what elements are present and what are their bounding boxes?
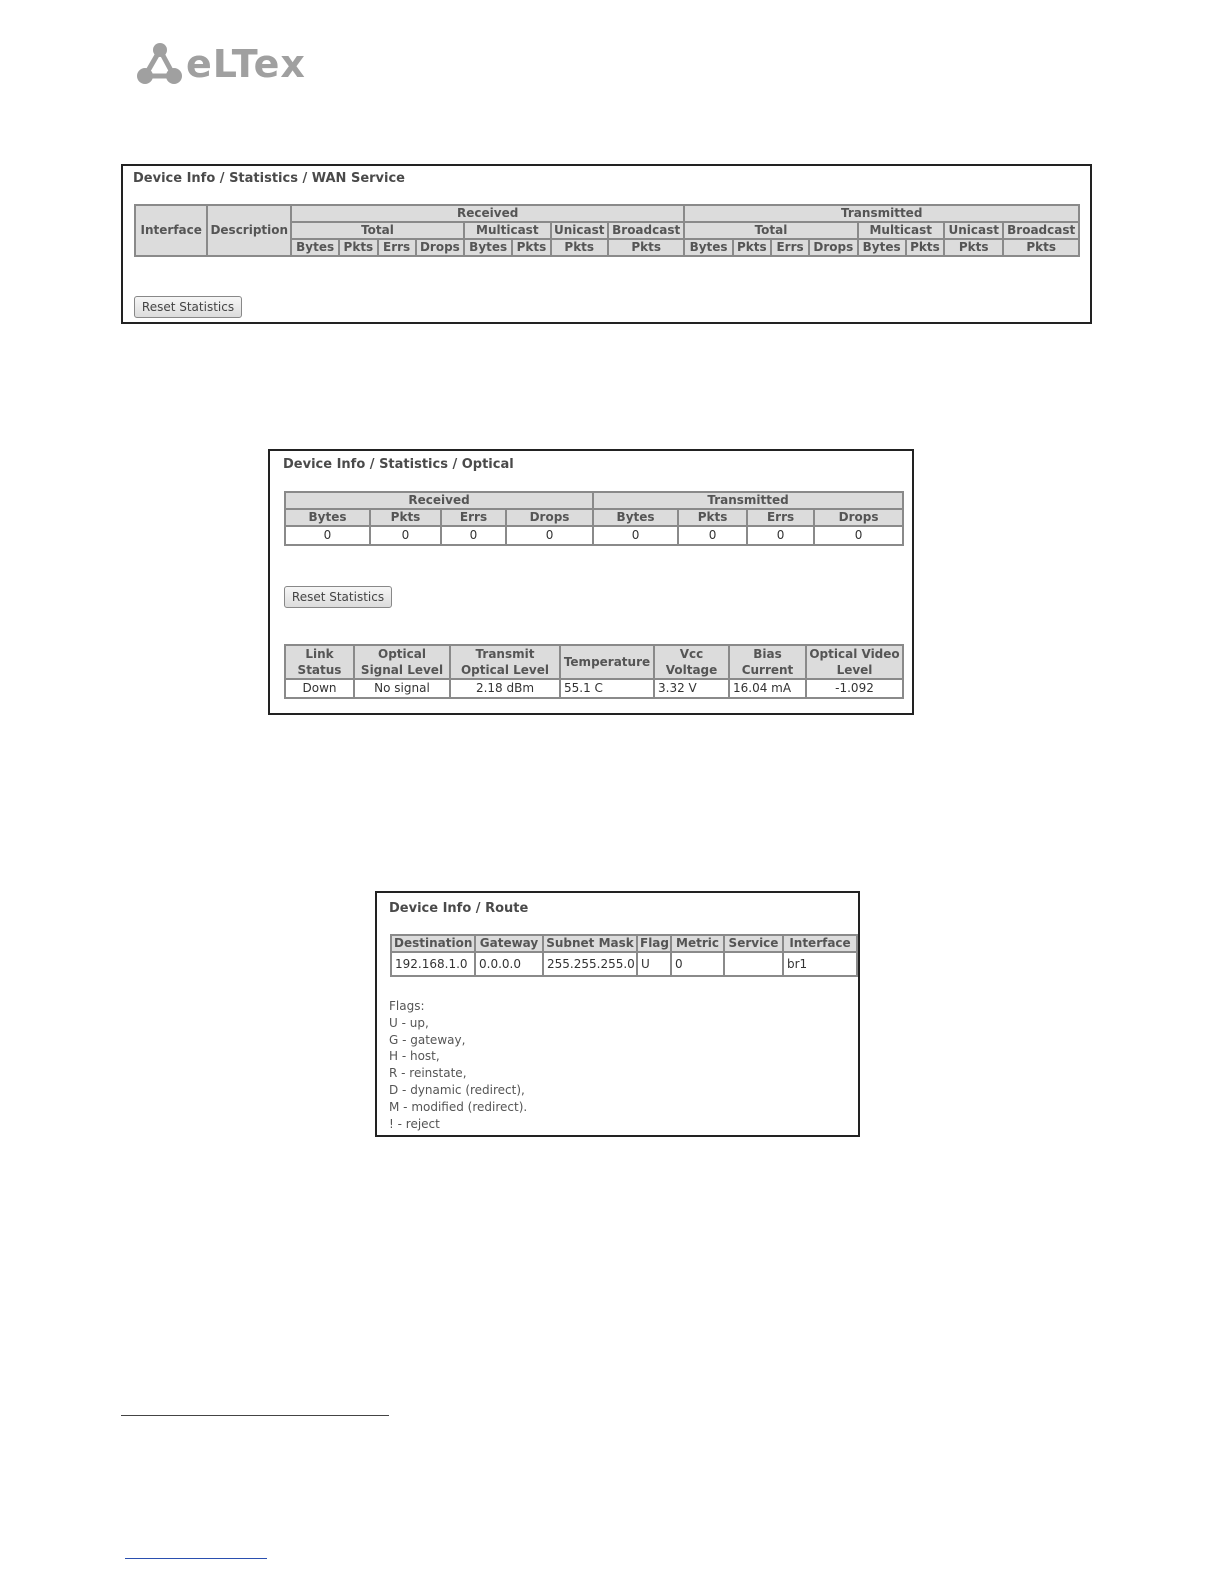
flag-value: U (637, 952, 671, 976)
col-rx-total-pkts: Pkts (339, 239, 377, 256)
tx-drops-value: 0 (814, 526, 903, 545)
flag-legend-item: D - dynamic (redirect), (389, 1082, 525, 1097)
route-panel (375, 891, 860, 1137)
col-transmit-optical-level: Transmit Optical Level (450, 645, 560, 679)
rx-drops-value: 0 (506, 526, 593, 545)
col-tx-broadcast: Broadcast (1003, 222, 1079, 239)
table-row (285, 526, 903, 545)
rx-pkts-value: 0 (370, 526, 441, 545)
logo-mark-icon (136, 42, 184, 87)
col-rx-bytes: Bytes (285, 509, 370, 526)
metric-value: 0 (671, 952, 724, 976)
col-rx-pkts: Pkts (370, 509, 441, 526)
video-level-value: -1.092 (806, 679, 903, 698)
col-tx-errs: Errs (747, 509, 814, 526)
col-rx-multicast: Multicast (464, 222, 551, 239)
flag-legend-item: M - modified (redirect). (389, 1099, 528, 1114)
col-tx-total: Total (684, 222, 857, 239)
col-temperature: Temperature (560, 645, 654, 679)
col-tx-drops: Drops (814, 509, 903, 526)
col-gateway: Gateway (475, 935, 543, 952)
col-flag: Flag (637, 935, 671, 952)
link-status-value: Down (285, 679, 354, 698)
col-destination: Destination (391, 935, 475, 952)
eltex-logo (136, 42, 311, 87)
wan-stats-table (134, 204, 1080, 257)
logo-wordmark: eLTex (186, 42, 306, 86)
col-tx-unicast: Unicast (944, 222, 1003, 239)
table-row (285, 679, 903, 698)
service-value (724, 952, 783, 976)
gateway-value: 0.0.0.0 (475, 952, 543, 976)
flag-legend-item: ! - reject (389, 1116, 440, 1131)
col-tx-unicast-pkts: Pkts (944, 239, 1003, 256)
tx-errs-value: 0 (747, 526, 814, 545)
bottom-link-underline (125, 1558, 267, 1559)
col-link-status: Link Status (285, 645, 354, 679)
interface-value: br1 (783, 952, 857, 976)
flag-legend-item: U - up, (389, 1015, 429, 1030)
col-service: Service (724, 935, 783, 952)
flag-legend-item: G - gateway, (389, 1032, 466, 1047)
flags-heading: Flags: (389, 999, 425, 1013)
col-rx-broadcast: Broadcast (608, 222, 685, 239)
col-subnet-mask: Subnet Mask (543, 935, 637, 952)
col-metric: Metric (671, 935, 724, 952)
wan-service-panel (121, 164, 1092, 324)
col-received: Received (285, 492, 593, 509)
col-rx-errs: Errs (441, 509, 506, 526)
col-rx-total-bytes: Bytes (291, 239, 339, 256)
col-tx-bytes: Bytes (593, 509, 678, 526)
flags-legend (389, 998, 527, 1132)
optical-stats-table (284, 491, 904, 546)
col-description: Description (207, 205, 291, 256)
flag-legend-item: R - reinstate, (389, 1066, 467, 1081)
wan-panel-title: Device Info / Statistics / WAN Service (133, 171, 406, 186)
col-tx-multicast-pkts: Pkts (906, 239, 944, 256)
tx-bytes-value: 0 (593, 526, 678, 545)
col-bias-current: Bias Current (729, 645, 806, 679)
col-tx-total-pkts: Pkts (733, 239, 771, 256)
destination-value: 192.168.1.0 (391, 952, 475, 976)
col-optical-signal-level: Optical Signal Level (354, 645, 450, 679)
col-tx-pkts: Pkts (678, 509, 747, 526)
col-rx-broadcast-pkts: Pkts (608, 239, 685, 256)
col-rx-unicast: Unicast (551, 222, 608, 239)
temperature-value: 55.1 C (560, 679, 654, 698)
footnote-separator (121, 1415, 389, 1416)
route-panel-title: Device Info / Route (389, 901, 529, 916)
col-tx-multicast-bytes: Bytes (858, 239, 906, 256)
col-rx-drops: Drops (506, 509, 593, 526)
col-vcc-voltage: Vcc Voltage (654, 645, 729, 679)
col-tx-total-bytes: Bytes (684, 239, 732, 256)
col-tx-multicast: Multicast (858, 222, 945, 239)
rx-errs-value: 0 (441, 526, 506, 545)
col-rx-multicast-bytes: Bytes (464, 239, 512, 256)
optical-status-table (284, 644, 904, 699)
col-tx-broadcast-pkts: Pkts (1003, 239, 1079, 256)
col-rx-total: Total (291, 222, 464, 239)
optical-panel-title: Device Info / Statistics / Optical (283, 457, 514, 472)
route-table (390, 934, 858, 977)
col-transmitted: Transmitted (593, 492, 903, 509)
col-rx-multicast-pkts: Pkts (512, 239, 550, 256)
col-transmitted: Transmitted (684, 205, 1079, 222)
col-rx-unicast-pkts: Pkts (551, 239, 608, 256)
optical-reset-statistics-button[interactable]: Reset Statistics (284, 586, 392, 608)
wan-reset-statistics-button[interactable]: Reset Statistics (134, 296, 242, 318)
col-tx-total-drops: Drops (809, 239, 857, 256)
subnet-mask-value: 255.255.255.0 (543, 952, 637, 976)
transmit-level-value: 2.18 dBm (450, 679, 560, 698)
tx-pkts-value: 0 (678, 526, 747, 545)
bias-current-value: 16.04 mA (729, 679, 806, 698)
rx-bytes-value: 0 (285, 526, 370, 545)
vcc-voltage-value: 3.32 V (654, 679, 729, 698)
table-row (391, 952, 857, 976)
col-received: Received (291, 205, 684, 222)
optical-panel (268, 449, 914, 715)
col-tx-total-errs: Errs (771, 239, 809, 256)
col-interface: Interface (135, 205, 207, 256)
col-optical-video-level: Optical Video Level (806, 645, 903, 679)
col-rx-total-drops: Drops (416, 239, 464, 256)
col-interface: Interface (783, 935, 857, 952)
col-rx-total-errs: Errs (378, 239, 416, 256)
signal-level-value: No signal (354, 679, 450, 698)
flag-legend-item: H - host, (389, 1049, 440, 1064)
